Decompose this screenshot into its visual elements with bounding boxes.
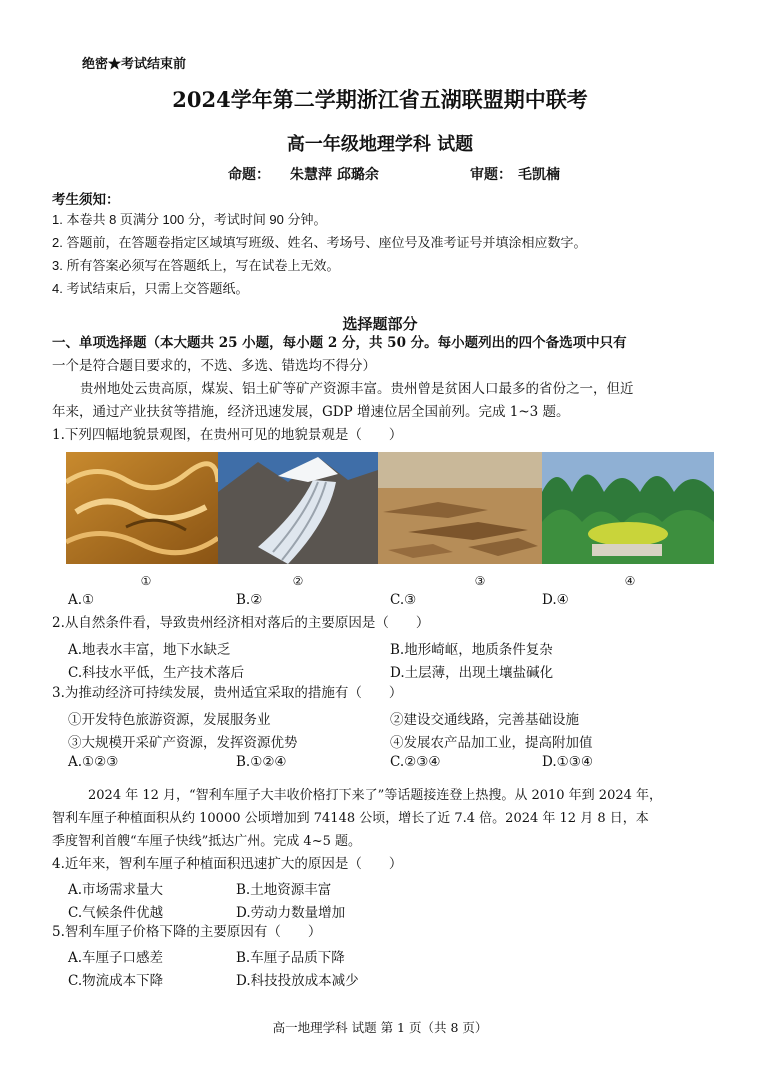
- desert-dunes-image: [66, 452, 218, 564]
- notice-title: 考生须知：: [52, 192, 120, 208]
- q5-option-b[interactable]: B.车厘子品质下降: [236, 950, 345, 966]
- q1-option-a[interactable]: A.①: [68, 592, 95, 608]
- notice-item: 3. 所有答案必须写在答题纸上，写在试卷上无效。: [52, 258, 340, 273]
- q3-option-c[interactable]: C.②③④: [390, 754, 441, 770]
- part1-text: 一、单项选择题（本大题共 25 小题，每小题 2 分，共 50 分。每小题列出的四个备选项中只有: [52, 335, 627, 351]
- q2-option-c[interactable]: C.科技水平低，生产技术落后: [68, 665, 245, 681]
- q4-stem: 4.近年来，智利车厘子种植面积迅速扩大的原因是（ ）: [52, 856, 403, 872]
- karst-landscape-image: [542, 452, 714, 564]
- exam-title: 2024学年第二学期浙江省五湖联盟期中联考: [172, 87, 588, 112]
- notice-item: 1. 本卷共 8 页满分 100 分，考试时间 90 分钟。: [52, 212, 327, 227]
- q2-option-a[interactable]: A.地表水丰富，地下水缺乏: [68, 642, 231, 658]
- authors-label: 命题：: [228, 167, 270, 183]
- notice-item: 2. 答题前，在答题卷指定区域填写班级、姓名、考场号、座位号及准考证号并填涂相应数字。: [52, 235, 587, 250]
- glacier-image: [218, 452, 378, 564]
- q3-stem: 3.为推动经济可持续发展，贵州适宜采取的措施有（ ）: [52, 685, 403, 701]
- q3-option-b[interactable]: B.①②④: [236, 754, 287, 770]
- q5-stem: 5.智利车厘子价格下降的主要原因有（ ）: [52, 924, 322, 940]
- confidential-label: 绝密★考试结束前: [82, 57, 187, 72]
- q5-option-c[interactable]: C.物流成本下降: [68, 973, 164, 989]
- exam-subtitle: 高一年级地理学科 试题: [286, 134, 474, 155]
- q2-option-b[interactable]: B.地形崎岖，地质条件复杂: [390, 642, 553, 658]
- passage2-line: 季度智利首艘“车厘子快线”抵达广州。完成 4~5 题。: [52, 834, 361, 849]
- image-label: ④: [624, 574, 636, 588]
- q4-option-b[interactable]: B.土地资源丰富: [236, 882, 332, 898]
- q3-option-a[interactable]: A.①②③: [68, 754, 119, 770]
- notice-item: 4. 考试结束后，只需上交答题纸。: [52, 281, 249, 296]
- q2-option-d[interactable]: D.土层薄，出现土壤盐碱化: [390, 665, 554, 681]
- q1-option-c[interactable]: C.③: [390, 592, 417, 608]
- q3-option-d[interactable]: D.①③④: [542, 754, 593, 770]
- passage2-line: 2024 年 12 月，“智利车厘子大丰收价格打下来了”等话题接连登上热搜。从 2010 年到 2024 年，: [88, 788, 663, 803]
- section-title: 选择题部分: [342, 315, 418, 333]
- q3-choice: ④发展农产品加工业，提高附加值: [390, 735, 593, 751]
- q1-stem: 1.下列四幅地貌景观图，在贵州可见的地貌景观是（ ）: [52, 427, 403, 443]
- section-instructions: [52, 332, 627, 355]
- q4-option-a[interactable]: A.市场需求量大: [68, 882, 164, 898]
- page-footer: 高一地理学科 试题 第 1 页（共 8 页）: [272, 1020, 488, 1035]
- passage1-line: 年来，通过产业扶贫等措施，经济迅速发展，GDP 增速位居全国前列。完成 1~3 题。: [52, 404, 570, 420]
- yardang-image: [378, 452, 542, 564]
- image-label: ①: [140, 574, 152, 588]
- q3-choice: ①开发特色旅游资源，发展服务业: [68, 712, 271, 728]
- image-label: ③: [474, 574, 486, 588]
- q5-option-d[interactable]: D.科技投放成本减少: [236, 973, 359, 989]
- reviewer-label: 审题：: [470, 167, 512, 183]
- passage1-line: 贵州地处云贵高原，煤炭、铝土矿等矿产资源丰富。贵州曾是贫困人口最多的省份之一，但近: [80, 381, 634, 397]
- q3-choice: ③大规模开采矿产资源，发挥资源优势: [68, 735, 298, 751]
- passage2-line: 智利车厘子种植面积从约 10000 公顷增加到 74148 公顷，增长了近 7.4 倍。2024 年 12 月 8 日，本: [52, 811, 649, 826]
- q2-stem: 2.从自然条件看，导致贵州经济相对落后的主要原因是（ ）: [52, 615, 430, 631]
- authors: 朱慧萍 邱璐余: [290, 167, 379, 183]
- image-label: ②: [292, 574, 304, 588]
- q1-option-d[interactable]: D.④: [542, 592, 569, 608]
- q4-option-c[interactable]: C.气候条件优越: [68, 905, 164, 921]
- q1-option-b[interactable]: B.②: [236, 592, 263, 608]
- reviewer: 毛凯楠: [518, 167, 560, 183]
- section-instructions-cont: 一个是符合题目要求的，不选、多选、错选均不得分）: [52, 358, 376, 374]
- q4-option-d[interactable]: D.劳动力数量增加: [236, 905, 346, 921]
- q5-option-a[interactable]: A.车厘子口感差: [68, 950, 164, 966]
- q3-choice: ②建设交通线路，完善基础设施: [390, 712, 579, 728]
